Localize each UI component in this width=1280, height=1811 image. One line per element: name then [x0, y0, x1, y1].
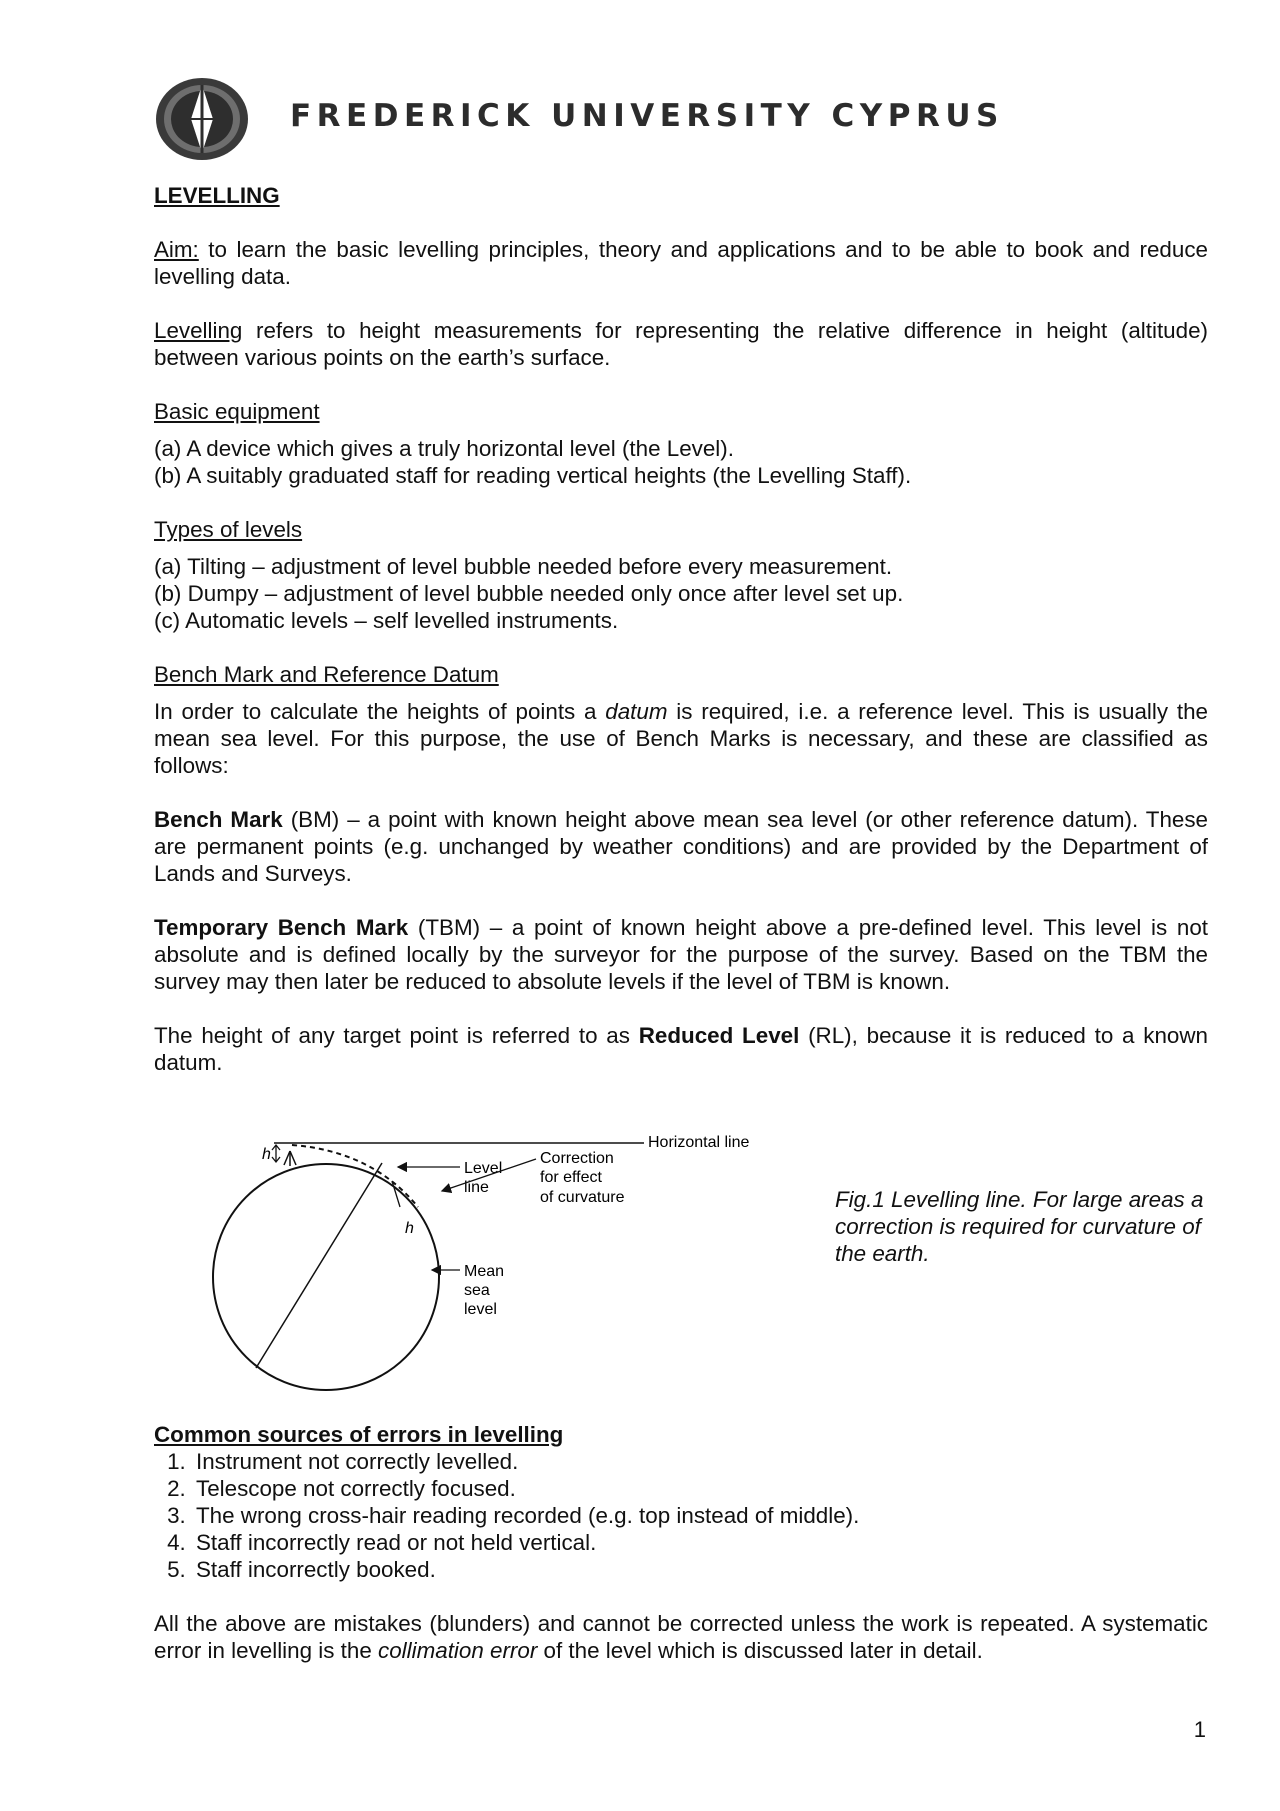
datum-text: is required, i.e. a reference level. This is usually the mean sea level. For this purpose, the use of Bench Marks is necessary, and these are classified as follows: — [154, 699, 1208, 778]
list-item: 4. Staff incorrectly read or not held vertical. — [192, 1529, 1208, 1556]
datum-paragraph — [154, 698, 1208, 779]
correction-label: Correction — [540, 1150, 614, 1167]
page-title: LEVELLING — [154, 183, 280, 208]
page-header — [154, 76, 1134, 162]
document-body — [154, 182, 1208, 1664]
errors-note-text: All the above are mistakes (blunders) and cannot be corrected unless the work is repeated. A systematic error in levelling is the — [154, 1611, 1208, 1663]
types-list — [154, 553, 1208, 634]
mean-sea-level-label: level — [464, 1301, 497, 1318]
equipment-list — [154, 435, 1208, 489]
benchmark-heading: Bench Mark and Reference Datum — [154, 662, 499, 687]
datum-term: datum — [605, 699, 668, 724]
types-item: (c) Automatic levels – self levelled instruments. — [154, 608, 619, 633]
levelling-diagram — [202, 1123, 822, 1399]
errors-note-text: of the level which is discussed later in detail. — [537, 1638, 983, 1663]
bench-mark-term: Bench Mark — [154, 807, 283, 832]
bench-mark-text: (BM) – a point with known height above mean sea level (or other reference datum). These are permanent points (e.g. unchanged by weather conditions) and are provided by the Department of Lands and Surveys. — [154, 807, 1208, 886]
level-line-label: line — [464, 1179, 489, 1196]
correction-label: of curvature — [540, 1189, 625, 1206]
reduced-level-paragraph — [154, 1022, 1208, 1076]
list-item: 5. Staff incorrectly booked. — [192, 1556, 1208, 1583]
tbm-paragraph — [154, 914, 1208, 995]
errors-list — [154, 1448, 1208, 1583]
collimation-error-term: collimation error — [378, 1638, 538, 1663]
tbm-text: (TBM) – a point of known height above a pre-defined level. This level is not absolute and is defined locally by the surveyor for the purpose of the survey. Based on the TBM the survey may then later be reduced to absolute levels if the level of TBM is known. — [154, 915, 1208, 994]
types-item: (b) Dumpy – adjustment of level bubble needed only once after level set up. — [154, 581, 904, 606]
list-item: 2. Telescope not correctly focused. — [192, 1475, 1208, 1502]
bench-mark-paragraph — [154, 806, 1208, 887]
list-item: 3. The wrong cross-hair reading recorded (e.g. top instead of middle). — [192, 1502, 1208, 1529]
errors-note — [154, 1610, 1208, 1664]
aim-paragraph — [154, 236, 1208, 290]
types-item: (a) Tilting – adjustment of level bubble needed before every measurement. — [154, 554, 893, 579]
radius-line — [256, 1163, 382, 1368]
types-heading: Types of levels — [154, 517, 303, 542]
equipment-item: (b) A suitably graduated staff for reading vertical heights (the Levelling Staff). — [154, 463, 912, 488]
datum-text: In order to calculate the heights of points a — [154, 699, 606, 724]
figure-caption: Fig.1 Levelling line. For large areas a correction is required for curvature of the earth. — [835, 1187, 1204, 1267]
definition-text: refers to height measurements for representing the relative difference in height (altitude) between various points on the earth’s surface. — [154, 318, 1208, 370]
equipment-item: (a) A device which gives a truly horizontal level (the Level). — [154, 436, 734, 461]
reduced-level-text: (RL), because it is reduced to a known datum. — [154, 1023, 1208, 1075]
h-label-side: h — [405, 1220, 414, 1237]
reduced-level-term: Reduced Level — [638, 1023, 800, 1048]
university-logo — [154, 76, 250, 162]
earth-circle — [213, 1164, 439, 1390]
tbm-term: Temporary Bench Mark — [154, 915, 409, 940]
equipment-heading: Basic equipment — [154, 399, 320, 424]
aim-text: to learn the basic levelling principles, theory and applications and to be able to book and reduce levelling data. — [154, 237, 1208, 289]
h-arrow — [272, 1145, 280, 1162]
mean-sea-level-label: sea — [464, 1282, 490, 1299]
h-label-top: h — [262, 1146, 271, 1163]
definition-paragraph — [154, 317, 1208, 371]
definition-term: Levelling — [154, 318, 243, 343]
figure-1 — [154, 1123, 1208, 1399]
mean-sea-level-label: Mean — [464, 1263, 505, 1280]
horizontal-line-label: Horizontal line — [648, 1134, 750, 1151]
aim-label: Aim: — [154, 237, 199, 262]
reduced-level-text: The height of any target point is referred to as — [154, 1023, 639, 1048]
page-number: 1 — [1193, 1717, 1206, 1742]
university-name: FREDERICK UNIVERSITY CYPRUS — [290, 98, 1004, 134]
level-instrument — [284, 1151, 296, 1166]
h-arrow-side — [392, 1181, 400, 1207]
level-line-label: Level — [464, 1160, 503, 1177]
level-line — [292, 1145, 418, 1207]
list-item: 1. Instrument not correctly levelled. — [192, 1448, 1208, 1475]
correction-label: for effect — [540, 1169, 602, 1186]
errors-heading: Common sources of errors in levelling — [154, 1422, 564, 1447]
